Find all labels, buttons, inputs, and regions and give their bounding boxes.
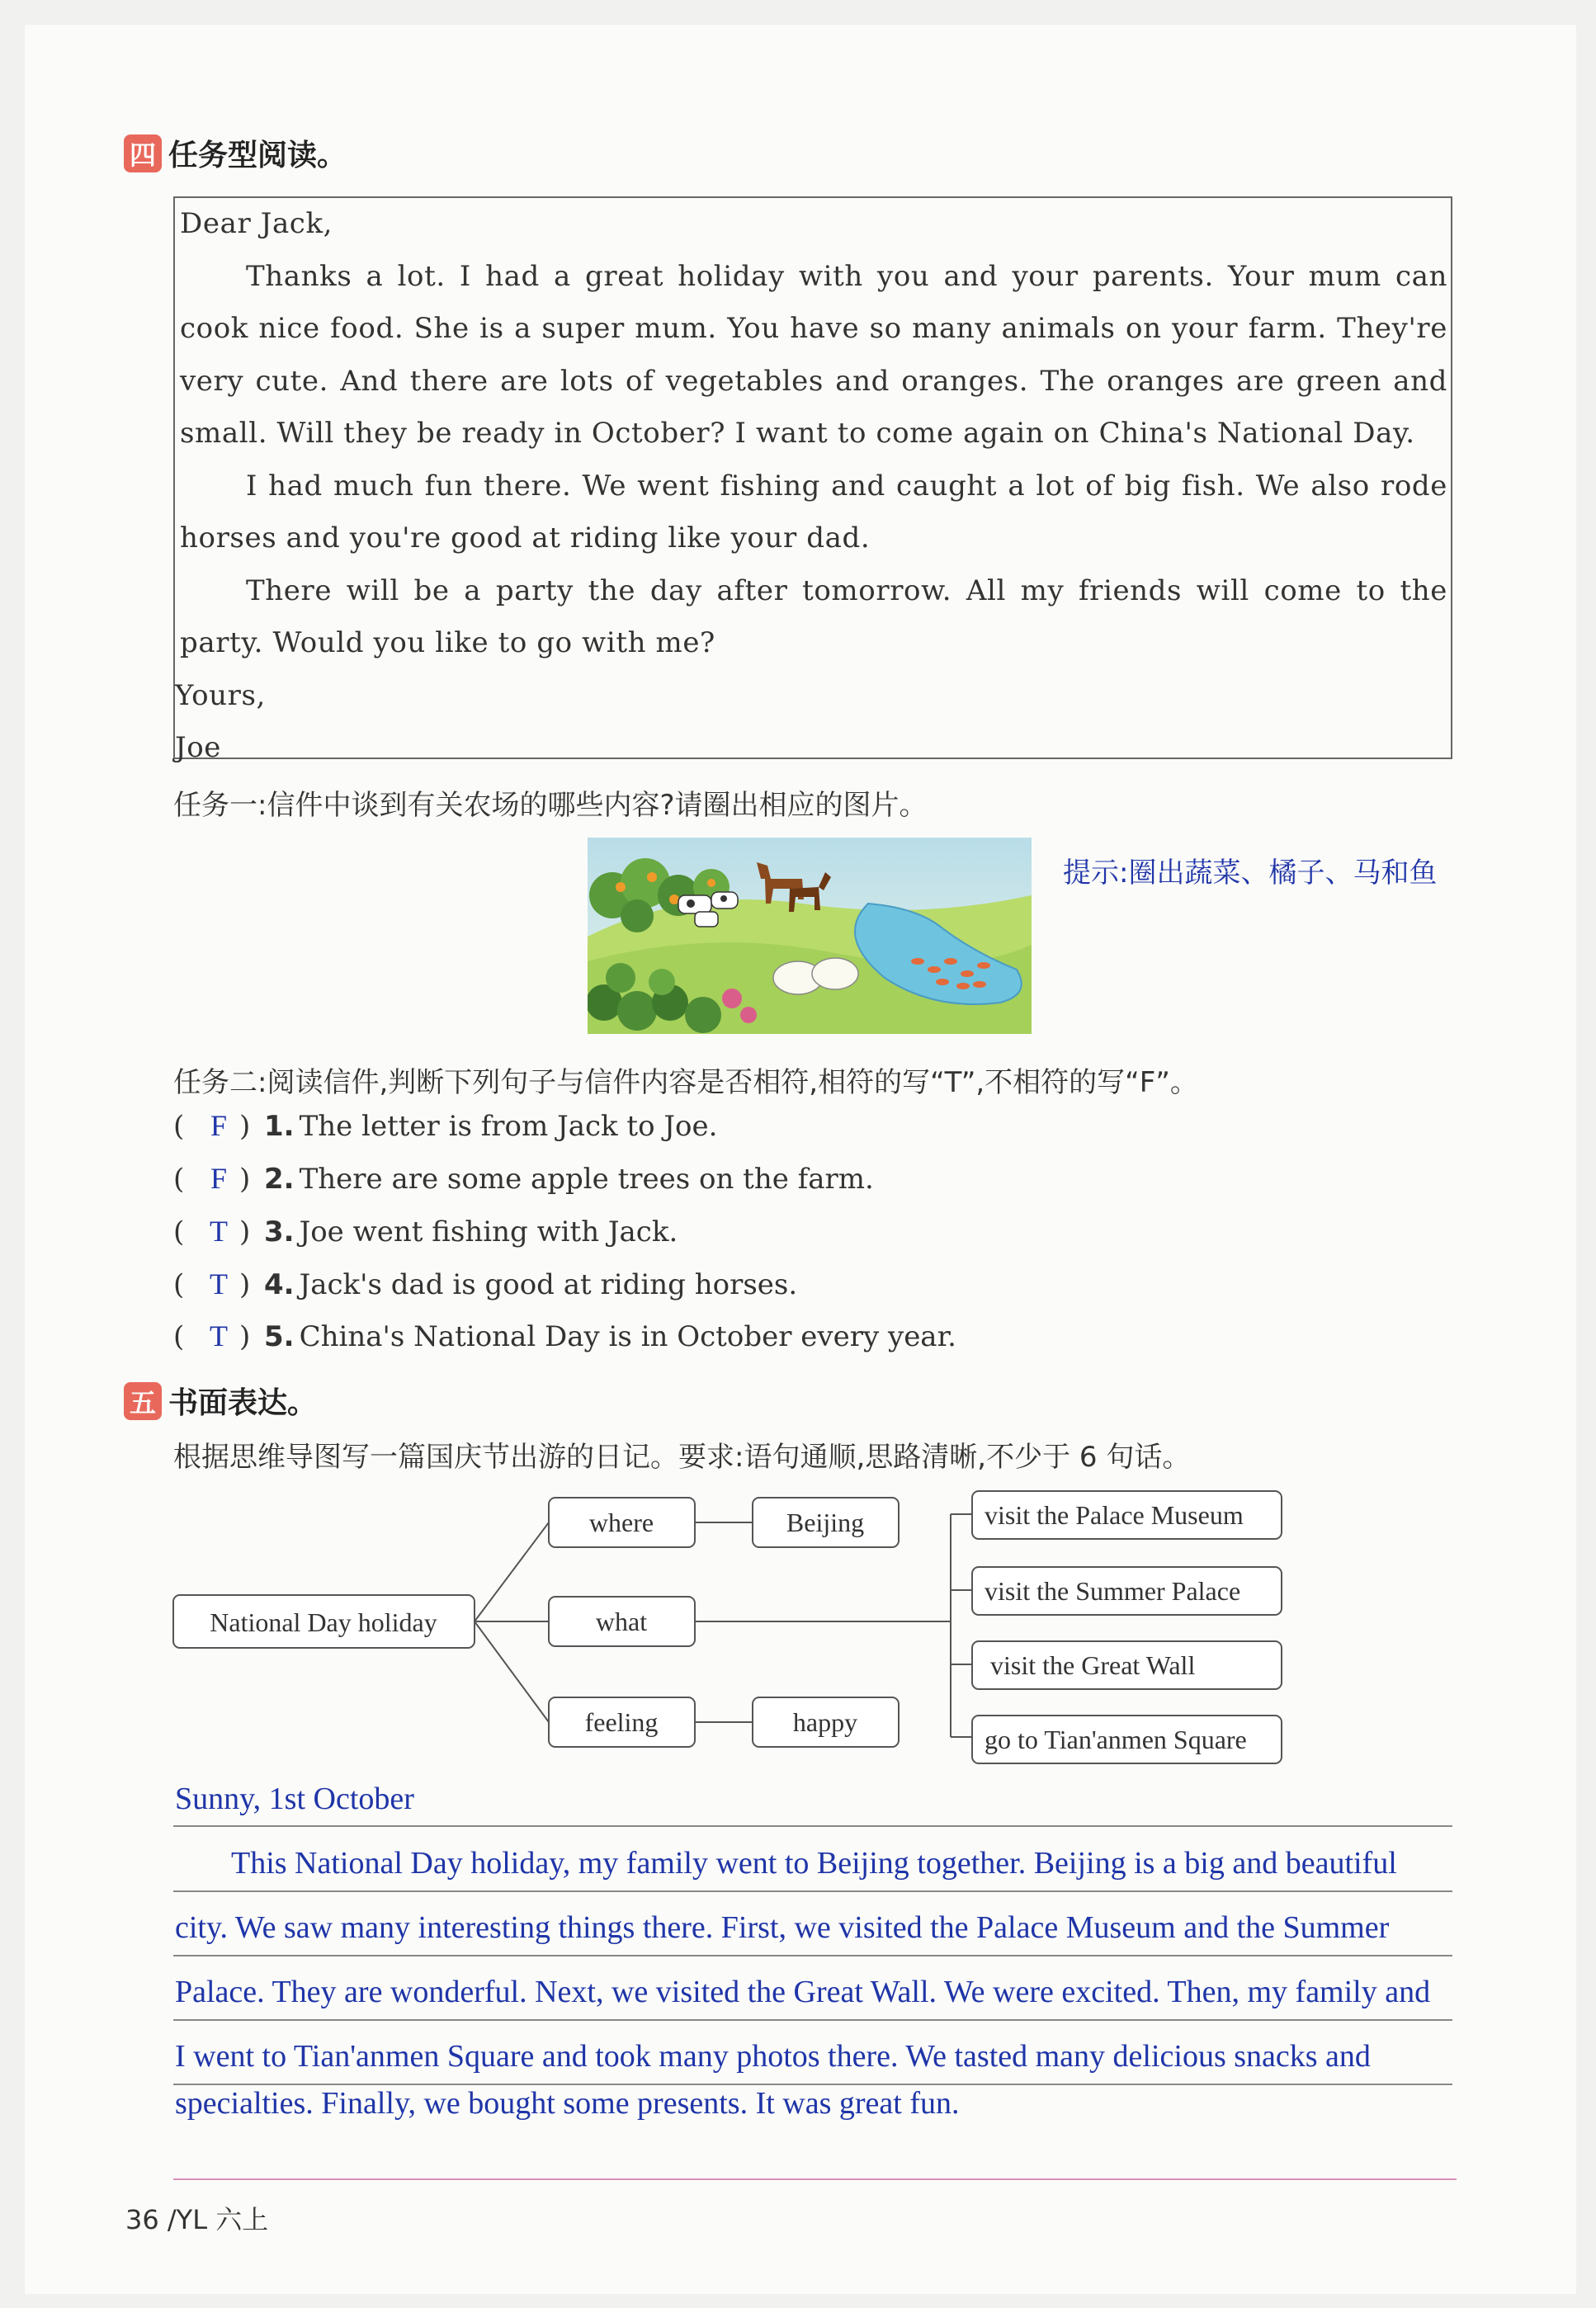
letter-paragraph-2: I had much fun there. We went fishing and caught a lot of big fish. We also rode horses and you're good at riding like your dad. <box>180 469 1447 555</box>
task-2-instruction: 任务二:阅读信件,判断下列句子与信件内容是否相符,相符的写“T”,不相符的写“F”。 <box>173 1066 1198 1099</box>
section-5-title: 书面表达。 <box>168 1386 318 1420</box>
writing-line <box>173 2019 1452 2021</box>
mind-map-activity: visit the Summer Palace <box>985 1576 1241 1606</box>
farm-illustration <box>588 838 1032 1034</box>
letter-box <box>173 196 1452 764</box>
answer-3: T <box>210 1215 228 1248</box>
letter-salutation: Dear Jack, <box>180 207 333 240</box>
writing-line <box>173 1955 1452 1956</box>
question-row: ( F ) 2. There are some apple trees on the farm. <box>173 1162 874 1196</box>
task-1-hint: 提示:圈出蔬菜、橘子、马和鱼 <box>1063 857 1438 890</box>
question-number: 4. <box>264 1268 295 1301</box>
mind-map <box>165 1481 1304 1786</box>
mind-map-root: National Day holiday <box>210 1607 437 1637</box>
mind-map-feeling-value: happy <box>792 1707 858 1737</box>
mind-map-activity: go to Tian'anmen Square <box>985 1725 1247 1754</box>
letter-paragraph-1: Thanks a lot. I had a great holiday with you and your parents. Your mum can cook nice food. She is a super mum. You have so many animals on your farm. They're very cute. And there are lots of vegetables and oranges. The oranges are green and small. Will they be ready in October? I want to come again on China's National Day. <box>180 259 1447 450</box>
letter-paragraph-3: There will be a party the day after tomorrow. All my friends will come to the party. Would you like to go with me? <box>180 573 1447 659</box>
mind-map-branch-what: what <box>595 1607 648 1636</box>
question-row: ( T ) 5. China's National Day is in October every year. <box>173 1319 956 1353</box>
letter-closing: Yours, <box>175 678 266 712</box>
diary-line-1: This National Day holiday, my family went to Beijing together. Beijing is a big and beautiful <box>231 1846 1397 1881</box>
question-row: ( T ) 3. Joe went fishing with Jack. <box>173 1215 678 1248</box>
diary-line-5: specialties. Finally, we bought some presents. It was great fun. <box>175 2086 960 2121</box>
question-text: Joe went fishing with Jack. <box>299 1215 678 1248</box>
answer-1: F <box>210 1109 228 1142</box>
mind-map-activity: visit the Great Wall <box>990 1650 1196 1680</box>
question-row: ( T ) 4. Jack's dad is good at riding horses. <box>173 1267 798 1301</box>
question-number: 1. <box>264 1110 295 1143</box>
question-number: 3. <box>264 1215 295 1248</box>
footer-divider <box>173 2178 1457 2180</box>
mind-map-activity: visit the Palace Museum <box>985 1500 1244 1530</box>
answer-5: T <box>210 1319 228 1352</box>
question-text: The letter is from Jack to Joe. <box>299 1110 718 1143</box>
answer-4: T <box>210 1267 228 1300</box>
question-number: 2. <box>264 1163 295 1196</box>
mind-map-branch-feeling: feeling <box>584 1707 659 1737</box>
question-number: 5. <box>264 1320 295 1353</box>
mind-map-where-value: Beijing <box>786 1508 865 1537</box>
section-5-badge: 五 <box>124 1382 162 1420</box>
section-4-badge: 四 <box>124 135 162 172</box>
answer-2: F <box>210 1162 228 1195</box>
mind-map-branch-where: where <box>588 1508 654 1537</box>
section-4-title: 任务型阅读。 <box>168 139 347 172</box>
question-text: Jack's dad is good at riding horses. <box>299 1268 798 1301</box>
page-number: 36 /YL 六上 <box>125 2204 269 2235</box>
diary-line-2: city. We saw many interesting things there. First, we visited the Palace Museum and the Summer <box>175 1910 1390 1945</box>
diary-line-4: I went to Tian'anmen Square and took many photos there. We tasted many delicious snacks and <box>175 2039 1371 2074</box>
diary-date: Sunny, 1st October <box>175 1782 414 1816</box>
section-4-header <box>124 132 347 174</box>
writing-line <box>173 1890 1452 1892</box>
task-1-instruction: 任务一:信件中谈到有关农场的哪些内容?请圈出相应的图片。 <box>173 789 928 822</box>
question-text: China's National Day is in October every year. <box>299 1320 956 1353</box>
writing-instruction: 根据思维导图写一篇国庆节出游的日记。要求:语句通顺,思路清晰,不少于 6 句话。 <box>173 1441 1191 1474</box>
question-row: ( F ) 1. The letter is from Jack to Joe. <box>173 1109 718 1143</box>
writing-line <box>173 1825 1452 1827</box>
letter-signature: Joe <box>175 731 222 764</box>
section-5-header <box>124 1380 317 1422</box>
diary-line-3: Palace. They are wonderful. Next, we visited the Great Wall. We were excited. Then, my family and <box>175 1975 1431 2009</box>
question-text: There are some apple trees on the farm. <box>299 1163 874 1196</box>
